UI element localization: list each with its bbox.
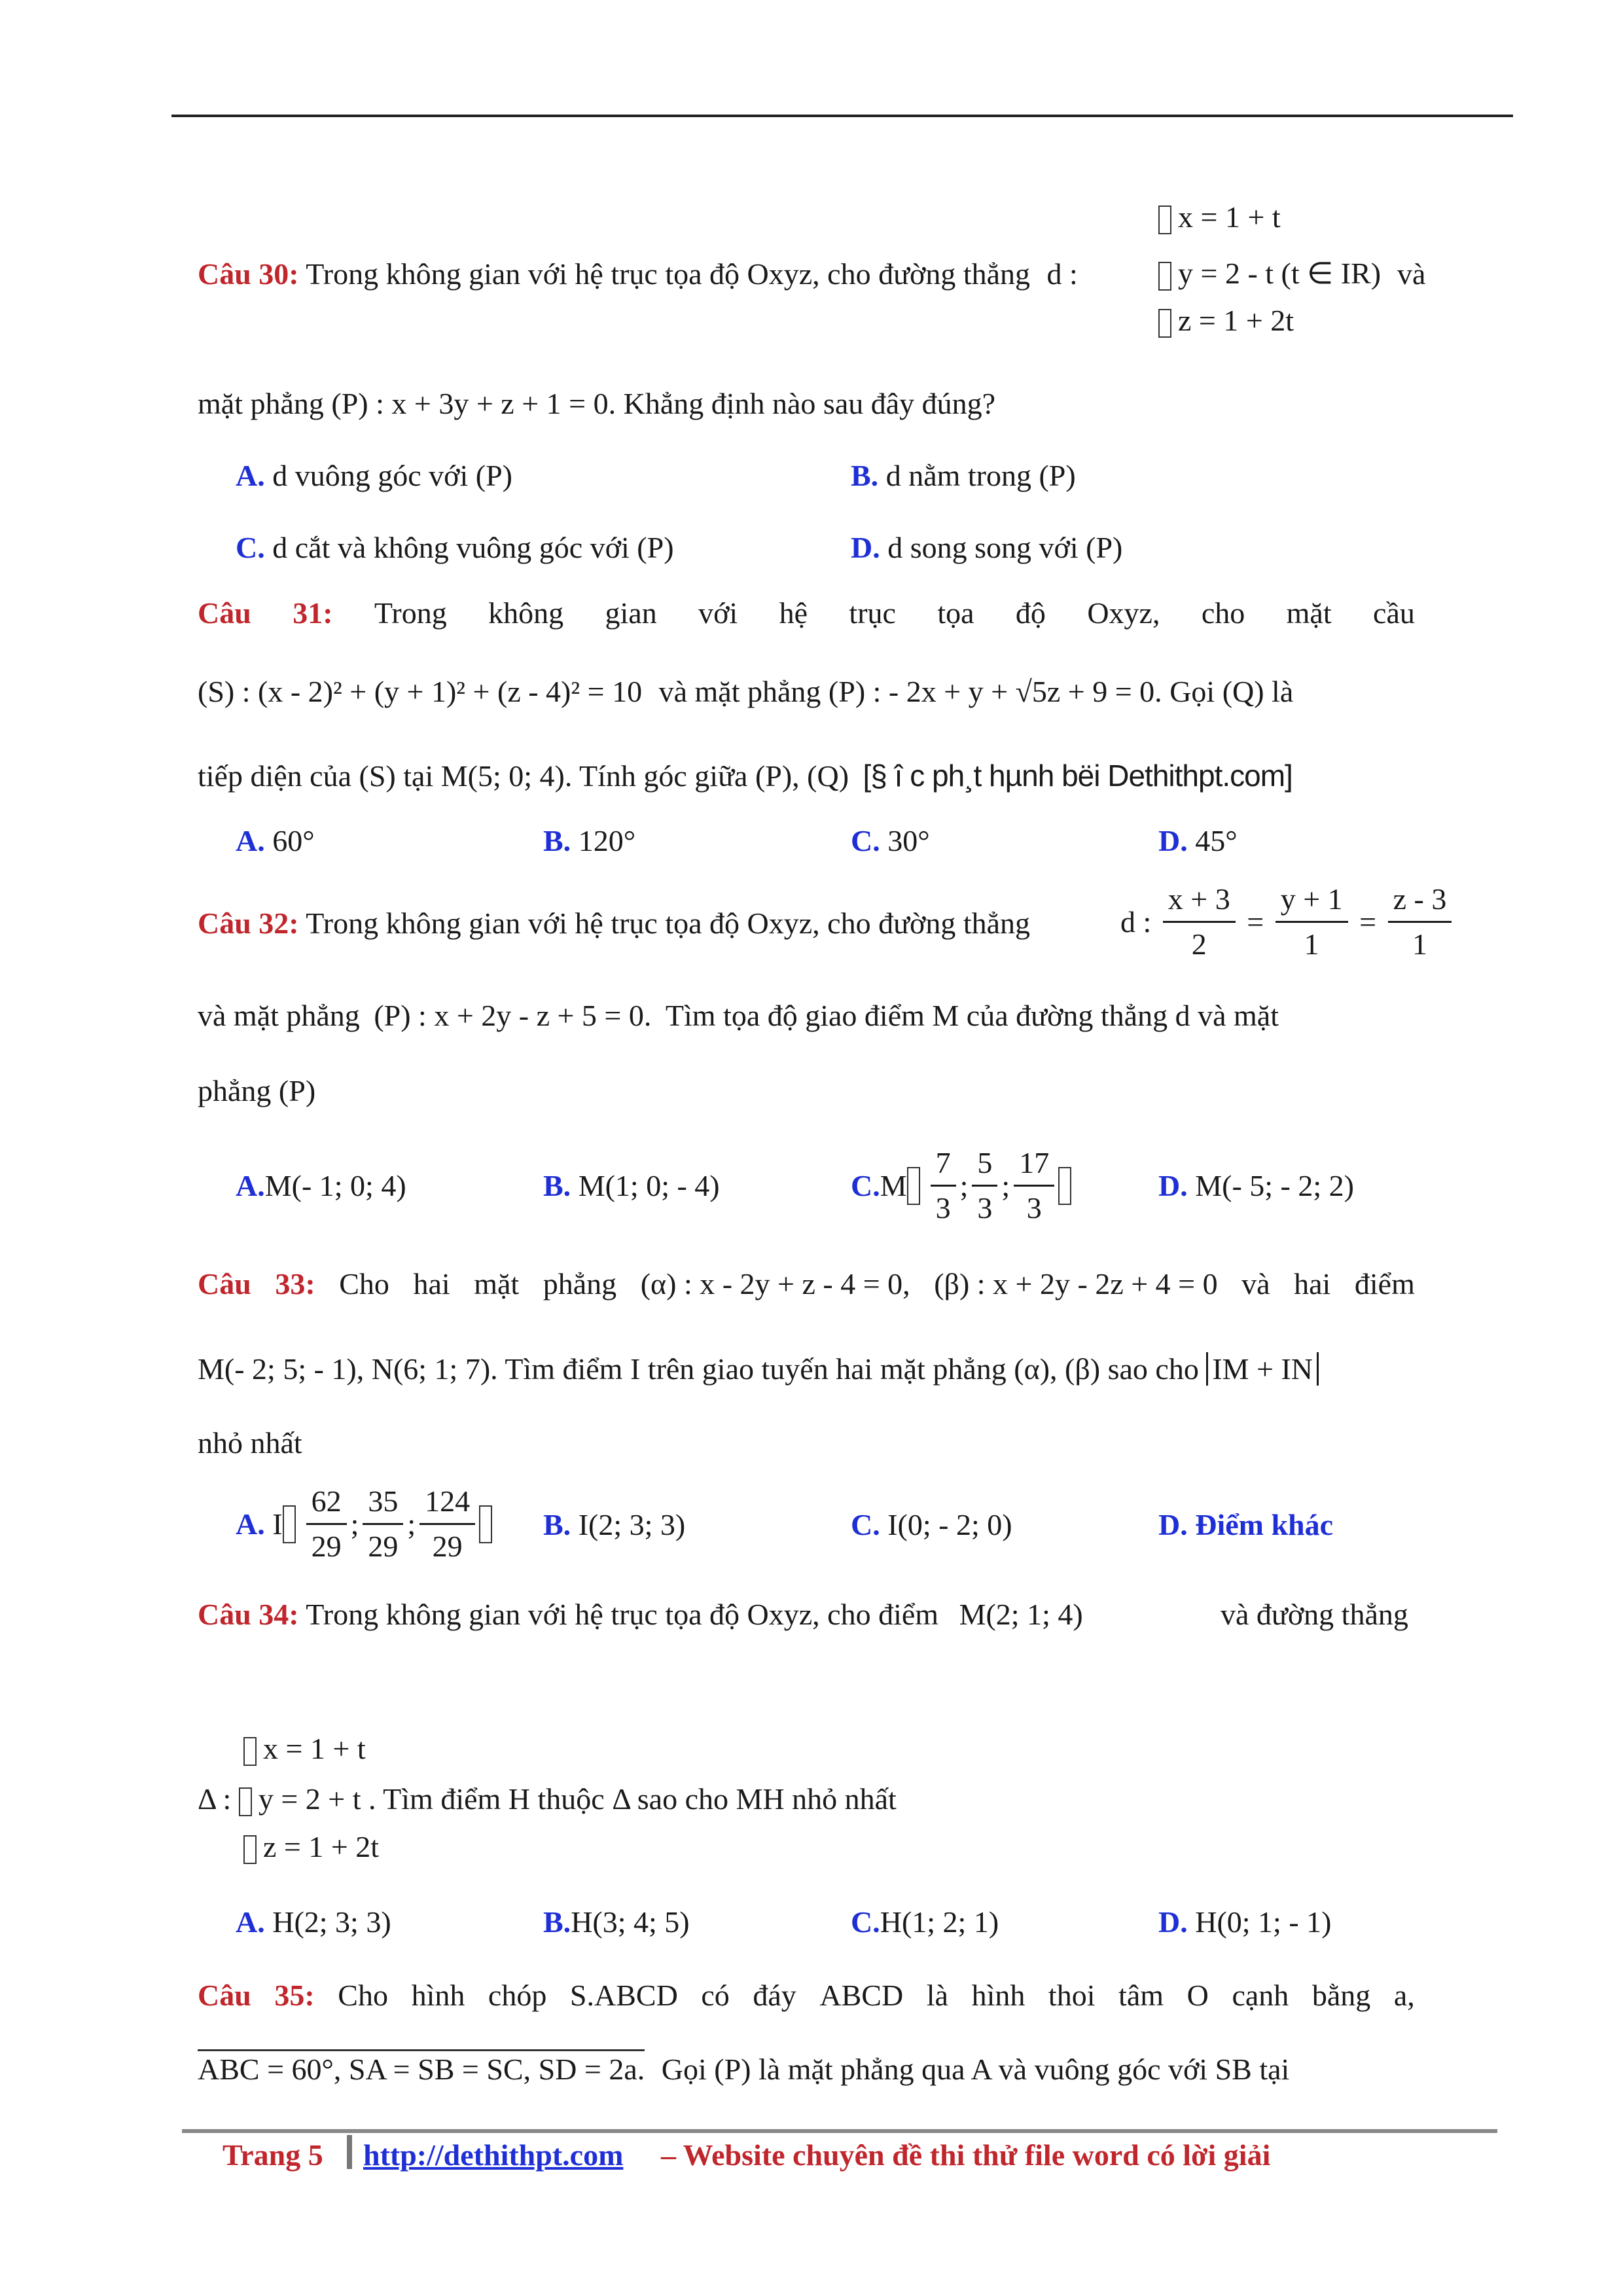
q35-word: chóp [488, 1979, 547, 2012]
frac-numerator: 5 [972, 1144, 997, 1187]
frac [972, 1144, 997, 1227]
q31-point: M(5; 0; 4) [440, 759, 565, 793]
q34-option-b[interactable] [543, 1905, 690, 1939]
q33-word: hai [1294, 1267, 1331, 1300]
frac-numerator: 35 [363, 1482, 403, 1525]
q35-word: Cho [338, 1979, 388, 2012]
brace-glyph [239, 1787, 252, 1816]
q32-option-c[interactable] [851, 1144, 1078, 1227]
header-rule [171, 115, 1513, 117]
q31-mid2: Gọi [1169, 675, 1215, 708]
q31-option-a[interactable] [236, 823, 315, 858]
separator: ; [959, 1169, 969, 1202]
q33-line-2 [198, 1352, 1319, 1386]
q33-points: M(- 2; 5; - 1), N(6; 1; 7). [198, 1352, 498, 1386]
option-letter: A. [236, 1169, 265, 1202]
option-text: 60° [272, 824, 315, 857]
option-letter: A. [236, 1507, 265, 1541]
q33-saocho: sao cho [1107, 1352, 1199, 1386]
q31-pq: (P), (Q) [755, 759, 849, 793]
option-letter: B. [543, 1169, 571, 1202]
footer-rule [182, 2129, 1497, 2133]
q32-line-3 [198, 1073, 315, 1108]
q30-system-row-1 [1158, 200, 1281, 234]
frac [419, 1482, 475, 1566]
q35-word: đáy [753, 1979, 796, 2012]
frac-numerator: 124 [419, 1482, 475, 1525]
q32-option-d[interactable] [1158, 1168, 1354, 1203]
q30-d-label: d : [1046, 257, 1078, 291]
q32-option-b[interactable] [543, 1168, 720, 1203]
q34-system-row-1 [243, 1731, 366, 1766]
frac [363, 1482, 403, 1566]
separator: ; [350, 1507, 359, 1541]
q31-word: độ [1015, 596, 1046, 630]
brace-glyph [243, 1737, 257, 1766]
q33-alpha: (α) : x - 2y + z - 4 = 0, [640, 1267, 910, 1300]
frac-numerator: z - 3 [1388, 880, 1452, 923]
q34-option-d[interactable] [1158, 1905, 1331, 1939]
option-text: 120° [578, 824, 636, 857]
option-text: d vuông góc với (P) [272, 459, 512, 492]
q32-line-equation [1120, 880, 1455, 963]
q32-frac-x [1163, 880, 1236, 963]
q35-word: tâm [1118, 1979, 1164, 2012]
q35-line-2 [198, 2052, 1289, 2087]
q31-option-b[interactable] [543, 823, 635, 858]
q31-word: không [488, 596, 564, 630]
q32-line3: phẳng [198, 1074, 272, 1107]
q35-line2-tail: là mặt phẳng qua A và vuông góc với SB tại [758, 2053, 1290, 2086]
bracket-glyph [479, 1505, 492, 1543]
q35-word: Câu [198, 1979, 251, 2012]
frac-denominator: 1 [1304, 927, 1319, 961]
q31-word: Oxyz, [1087, 596, 1160, 630]
option-letter: C. [851, 1905, 880, 1939]
frac-numerator: 17 [1014, 1144, 1054, 1187]
q31-plane: (P) : - 2x + y + √5z + 9 = 0. [828, 675, 1162, 708]
q35-angle-math: ABC = 60°, SA = SB = SC, SD = 2a. [198, 2049, 645, 2086]
q34-option-c[interactable] [851, 1905, 999, 1939]
q35-word: thoi [1048, 1979, 1096, 2012]
q31-tai: tại [403, 759, 434, 793]
q31-line-1 [198, 596, 1415, 630]
q31-la: là [1272, 675, 1294, 708]
q30-label: Câu 30: [198, 257, 299, 291]
q30-sys-eq-2: y = 2 - t [1178, 257, 1274, 290]
q31-line3-pre: tiếp diện của [198, 759, 352, 793]
q34-tail: và đường thẳng [1221, 1598, 1408, 1631]
q31-word: hệ [779, 596, 808, 630]
option-letter: A. [236, 459, 265, 492]
option-letter: D. [1158, 1169, 1188, 1202]
option-text: I [272, 1507, 283, 1541]
frac-denominator: 29 [432, 1530, 463, 1563]
q30-option-c[interactable] [236, 530, 674, 565]
q31-word: với [698, 596, 738, 630]
q32-label: Câu 32: [198, 906, 299, 940]
q31-q: (Q) [1222, 675, 1264, 708]
q31-s: (S) [359, 759, 396, 793]
q30-system-row-2 [1158, 255, 1381, 291]
q30-text: Trong không gian với hệ trục tọa độ Oxyz, cho đường thẳng [306, 257, 1031, 291]
q32-line2-post: Tìm tọa độ giao điểm M của đường thẳng d và mặt [665, 999, 1279, 1032]
q31-line3-post: . Tính góc giữa [564, 759, 748, 793]
q32-text: Trong không gian với hệ trục tọa độ Oxyz, cho đường thẳng [306, 906, 1031, 940]
q31-word: trục [849, 596, 896, 630]
option-text: d nằm trong (P) [885, 459, 1076, 492]
q35-word: có [701, 1979, 730, 2012]
footer-link[interactable]: http://dethithpt.com [363, 2138, 624, 2172]
option-letter: B. [851, 459, 879, 492]
option-text: M(- 1; 0; 4) [264, 1169, 406, 1202]
separator: ; [1001, 1169, 1010, 1202]
brace-glyph [1158, 309, 1171, 338]
option-letter: D. [851, 531, 880, 564]
brace-glyph [243, 1835, 257, 1864]
q31-word: Câu [198, 596, 251, 630]
footer-tagline: – Website chuyên đề thi thử file word có lời giải [661, 2138, 1271, 2172]
q31-line-2 [198, 674, 1293, 709]
q33-word: Cho [339, 1267, 389, 1300]
option-text: 30° [887, 824, 930, 857]
frac-denominator: 3 [1026, 1191, 1042, 1225]
q32-frac-z [1388, 880, 1452, 963]
q34-sys-eq-2: y = 2 + t [258, 1782, 361, 1816]
option-text: d song song với (P) [887, 531, 1123, 564]
option-letter: D. [1158, 1508, 1188, 1541]
option-letter: B. [543, 824, 571, 857]
q32-line-1 [198, 906, 1030, 941]
q32-plane: (P) : x + 2y - z + 5 = 0. [374, 999, 652, 1032]
q33-word: điểm [1354, 1267, 1415, 1300]
option-text: H(0; 1; - 1) [1195, 1905, 1332, 1939]
q33-option-b[interactable] [543, 1507, 685, 1542]
q33-line3: nhỏ nhất [198, 1426, 302, 1460]
q34-line-1 [198, 1597, 1083, 1632]
q34-after: . Tìm điểm H thuộc Δ sao cho MH nhỏ nhất [368, 1782, 897, 1816]
q33-beta: (β) : x + 2y - 2z + 4 = 0 [934, 1267, 1218, 1300]
frac-numerator: 62 [306, 1482, 347, 1525]
q30-plane: (P) : x + 3y + z + 1 = 0. [331, 387, 616, 420]
q31-word: cho [1201, 596, 1245, 630]
q35-word: ABCD [819, 1979, 904, 2012]
q30-and: và [1397, 257, 1426, 291]
option-letter: A. [236, 824, 265, 857]
frac-numerator: 7 [931, 1144, 956, 1187]
option-letter: B. [543, 1508, 571, 1541]
frac-denominator: 29 [311, 1530, 342, 1563]
q34-delta-label: Δ : [198, 1782, 232, 1816]
q33-word: và [1241, 1267, 1270, 1300]
option-letter: D. [1158, 1905, 1188, 1939]
q31-option-c[interactable] [851, 823, 930, 858]
q32-frac-y [1275, 880, 1348, 963]
q31-word: gian [605, 596, 657, 630]
option-text: H(1; 2; 1) [880, 1905, 999, 1939]
q35-word: hình [411, 1979, 465, 2012]
brace-glyph [1158, 262, 1171, 291]
q30-system-row-3 [1158, 303, 1294, 338]
q31-word: cầu [1373, 596, 1415, 630]
q32-d-label: d : [1120, 905, 1152, 939]
frac-denominator: 1 [1412, 927, 1427, 961]
bracket-glyph [907, 1167, 920, 1205]
q30-option-a[interactable] [236, 458, 512, 493]
option-letter: C. [236, 531, 265, 564]
option-text: M(- 5; - 2; 2) [1195, 1169, 1354, 1202]
q34-label: Câu 34: [198, 1598, 299, 1631]
q32-line2-pre: và mặt phẳng [198, 999, 360, 1032]
q34-text: Trong không gian với hệ trục tọa độ Oxyz, cho điểm [306, 1598, 939, 1631]
brace-glyph [1158, 206, 1171, 234]
option-text: 45° [1195, 824, 1238, 857]
frac [931, 1144, 956, 1227]
q35-word: bằng [1311, 1979, 1371, 2012]
option-text: H(3; 4; 5) [571, 1905, 690, 1939]
option-letter: C. [851, 824, 880, 857]
separator: ; [407, 1507, 416, 1541]
frac-denominator: 2 [1191, 927, 1207, 961]
q34-point: M(2; 1; 4) [959, 1598, 1083, 1631]
footer-page-number: Trang 5 [223, 2138, 323, 2172]
bracket-glyph [1058, 1167, 1071, 1205]
frac [306, 1482, 347, 1566]
option-letter: A. [236, 1905, 265, 1939]
q33-word: phẳng [543, 1267, 617, 1300]
frac-numerator: x + 3 [1163, 880, 1236, 923]
q31-word: mặt [1286, 596, 1332, 630]
q32-line-2 [198, 998, 1279, 1033]
q31-word: tọa [937, 596, 974, 630]
q31-line-3 [198, 758, 1293, 793]
q35-word: là [926, 1979, 948, 2012]
q30-line-2 [198, 386, 995, 421]
option-text: Điểm khác [1195, 1508, 1334, 1541]
q33-norm: IM + IN [1206, 1352, 1319, 1386]
option-letter: C. [851, 1169, 880, 1202]
q31-word: 31: [293, 596, 333, 630]
q34-sys-eq-1: x = 1 + t [263, 1732, 366, 1765]
q35-p: (P) [714, 2053, 751, 2086]
equals-sign: = [1359, 905, 1377, 939]
q35-word: S.ABCD [569, 1979, 678, 2012]
q35-line2-text: Gọi [661, 2053, 707, 2086]
q31-word: Trong [374, 596, 447, 630]
q35-line-1 [198, 1978, 1415, 2013]
q31-option-d[interactable] [1158, 823, 1238, 858]
q33-word: 33: [275, 1267, 315, 1300]
option-text: d cắt và không vuông góc với (P) [272, 531, 674, 564]
equals-sign: = [1247, 905, 1264, 939]
frac-denominator: 3 [977, 1191, 993, 1225]
q35-word: a, [1393, 1979, 1415, 2012]
q33-line2-text: Tìm điểm I trên giao tuyến hai mặt phẳng [505, 1352, 1007, 1386]
option-letter: B. [543, 1905, 571, 1939]
q30-line2-post: Khẳng định nào sau đây đúng? [623, 387, 996, 420]
q30-sys-eq-1: x = 1 + t [1178, 200, 1281, 234]
q33-option-c[interactable] [851, 1507, 1012, 1542]
q30-option-d[interactable] [851, 530, 1122, 565]
q33-option-a[interactable] [236, 1482, 499, 1566]
frac-denominator: 3 [935, 1191, 951, 1225]
q30-option-b[interactable] [851, 458, 1076, 493]
q35-word: O [1186, 1979, 1209, 2012]
q30-line-1 [198, 257, 1078, 291]
option-text: I(0; - 2; 0) [887, 1508, 1012, 1541]
option-text: I(2; 3; 3) [578, 1508, 686, 1541]
q34-option-a[interactable] [236, 1905, 391, 1939]
q33-word: hai [413, 1267, 450, 1300]
q33-word: Câu [198, 1267, 251, 1300]
option-text: M [880, 1169, 907, 1202]
q31-mid1: và mặt phẳng [658, 675, 821, 708]
footer-separator [347, 2135, 352, 2169]
q32-option-a[interactable] [236, 1168, 406, 1203]
q35-word: 35: [274, 1979, 315, 2012]
option-text: H(2; 3; 3) [272, 1905, 391, 1939]
q33-option-d[interactable] [1158, 1507, 1333, 1542]
option-letter: D. [1158, 824, 1188, 857]
q32-p: (P) [278, 1074, 316, 1107]
q33-line-1 [198, 1266, 1415, 1301]
q31-watermark: [§ î c ph¸t hµnh bëi Dethithpt.com] [863, 759, 1293, 793]
q30-line2-pre: mặt phẳng [198, 387, 324, 420]
q30-param: (t ∈ IR) [1281, 257, 1382, 290]
q34-system-row-2 [198, 1782, 897, 1816]
q34-sys-eq-3: z = 1 + 2t [263, 1830, 380, 1863]
q35-word: hình [971, 1979, 1026, 2012]
frac [1014, 1144, 1054, 1227]
bracket-glyph [283, 1505, 296, 1543]
q33-ab: (α), (β) [1014, 1352, 1101, 1386]
q34-system-row-3 [243, 1829, 379, 1864]
q31-sphere: (S) : (x - 2)² + (y + 1)² + (z - 4)² = 10 [198, 675, 643, 708]
q30-sys-eq-3: z = 1 + 2t [1178, 304, 1294, 337]
frac-denominator: 29 [368, 1530, 399, 1563]
q35-word: cạnh [1232, 1979, 1289, 2012]
option-letter: C. [851, 1508, 880, 1541]
option-text: M(1; 0; - 4) [578, 1169, 720, 1202]
frac-numerator: y + 1 [1275, 880, 1348, 923]
q33-word: mặt [474, 1267, 520, 1300]
